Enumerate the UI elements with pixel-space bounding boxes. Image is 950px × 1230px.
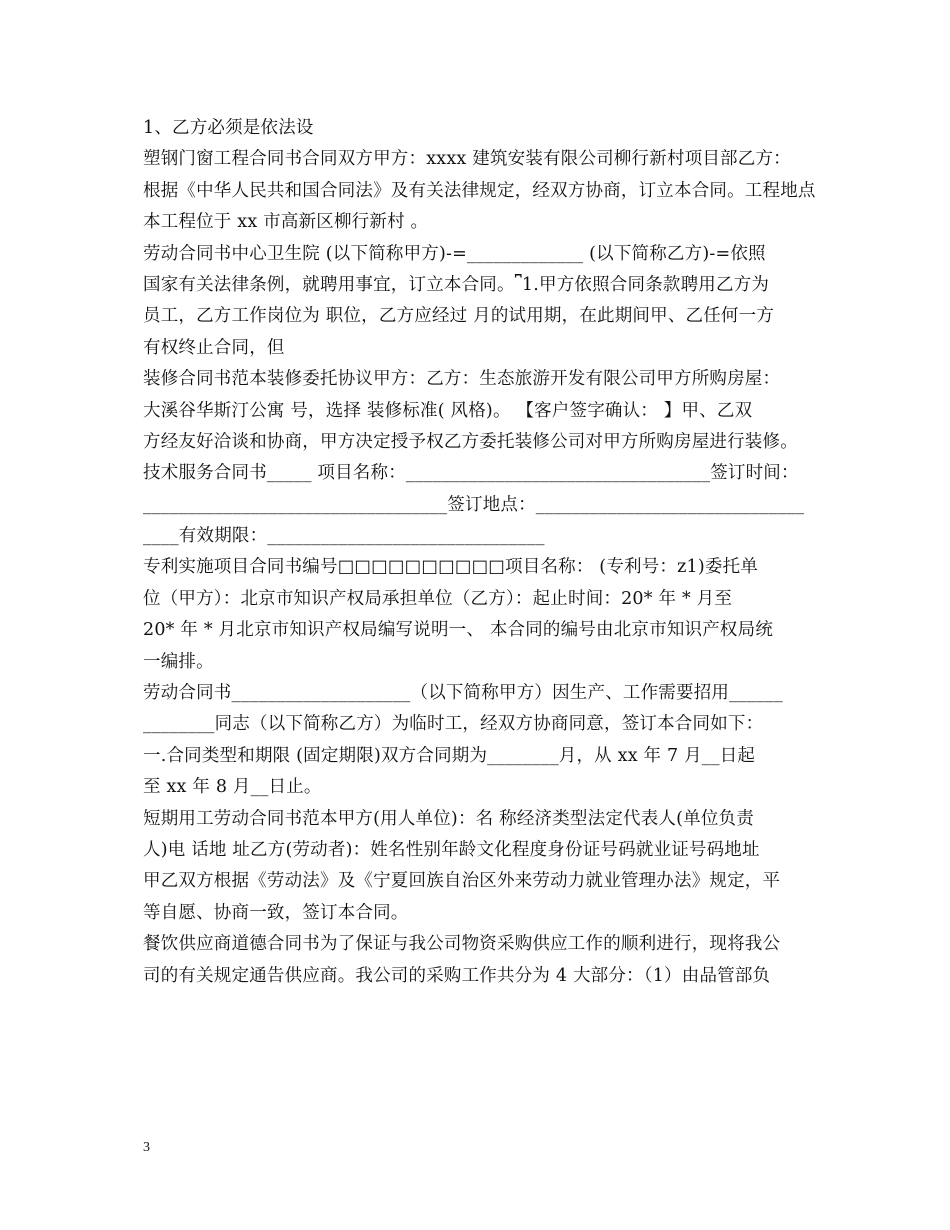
text-line: 技术服务合同书_____ 项目名称：__________________________________签订时间： bbox=[143, 463, 799, 484]
text-line: 一编排。 bbox=[143, 651, 214, 672]
text-line: 短期用工劳动合同书范本甲方(用人单位)：名 称经济类型法定代表人(单位负责 bbox=[143, 808, 754, 829]
text-line: 20* 年 * 月北京市知识产权局编写说明一、 本合同的编号由北京市知识产权局统 bbox=[143, 620, 774, 641]
document-body bbox=[143, 113, 823, 992]
text-line: 一.合同类型和期限 (固定期限)双方合同期为________月，从 xx 年 7 月__日起 bbox=[143, 745, 756, 766]
text-line: 1、乙方必须是依法设 bbox=[143, 118, 314, 138]
text-line: 餐饮供应商道德合同书为了保证与我公司物资采购供应工作的顺利进行，现将我公 bbox=[143, 934, 781, 955]
text-line: 甲乙双方根据《劳动法》及《宁夏回族自治区外来劳动力就业管理办法》规定，平 bbox=[143, 871, 781, 892]
text-line: 有权终止合同，但 bbox=[143, 337, 285, 358]
page-number: 3 bbox=[143, 1140, 150, 1155]
text-line: 人)电 话地 址乙方(劳动者)：姓名性别年龄文化程度身份证号码就业证号码地址 bbox=[143, 839, 760, 860]
text-line: ________同志（以下简称乙方）为临时工，经双方协商同意，签订本合同如下： bbox=[143, 714, 764, 735]
text-line: 根据《中华人民共和国合同法》及有关法律规定，经双方协商，订立本合同。工程地点 bbox=[143, 180, 816, 201]
text-line: 至 xx 年 8 月__日止。 bbox=[143, 777, 322, 798]
text-line: 国家有关法律条例，就聘用事宜，订立本合同。⎴1.甲方依照合同条款聘用乙方为 bbox=[143, 274, 770, 295]
text-line: 大溪谷华斯汀公寓 号，选择 装修标准( 风格)。 【客户签字确认： 】甲、乙双 bbox=[143, 400, 753, 421]
text-line: 装修合同书范本装修委托协议甲方：乙方：生态旅游开发有限公司甲方所购房屋： bbox=[143, 369, 781, 390]
text-line: ____有效期限：_______________________________ bbox=[143, 526, 545, 547]
text-line: 专利实施项目合同书编号□□□□□□□□□□项目名称： (专利号：z1)委托单 bbox=[143, 557, 759, 578]
text-line: 方经友好洽谈和协商，甲方决定授予权乙方委托装修公司对甲方所购房屋进行装修。 bbox=[143, 431, 798, 452]
text-line: 本工程位于 xx 市高新区柳行新村 。 bbox=[143, 212, 429, 233]
text-line: __________________________________签订地点：______________________________ bbox=[143, 494, 805, 515]
text-line: 位（甲方）：北京市知识产权局承担单位（乙方）：起止时间：20* 年 * 月至 bbox=[143, 588, 733, 609]
text-line: 司的有关规定通告供应商。我公司的采购工作共分为 4 大部分：（1）由品管部负 bbox=[143, 965, 771, 986]
text-line: 塑钢门窗工程合同书合同双方甲方：xxxx 建筑安装有限公司柳行新村项目部乙方： bbox=[143, 149, 791, 170]
text-line: 劳动合同书____________________（以下简称甲方）因生产、工作需要招用______ bbox=[143, 683, 783, 704]
text-line: 劳动合同书中心卫生院 (以下简称甲方)-=_____________ (以下简称乙方)-=依照 bbox=[143, 243, 766, 264]
text-line: 员工，乙方工作岗位为 职位，乙方应经过 月的试用期，在此期间甲、乙任何一方 bbox=[143, 306, 775, 327]
text-line: 等自愿、协商一致，签订本合同。 bbox=[143, 902, 409, 923]
